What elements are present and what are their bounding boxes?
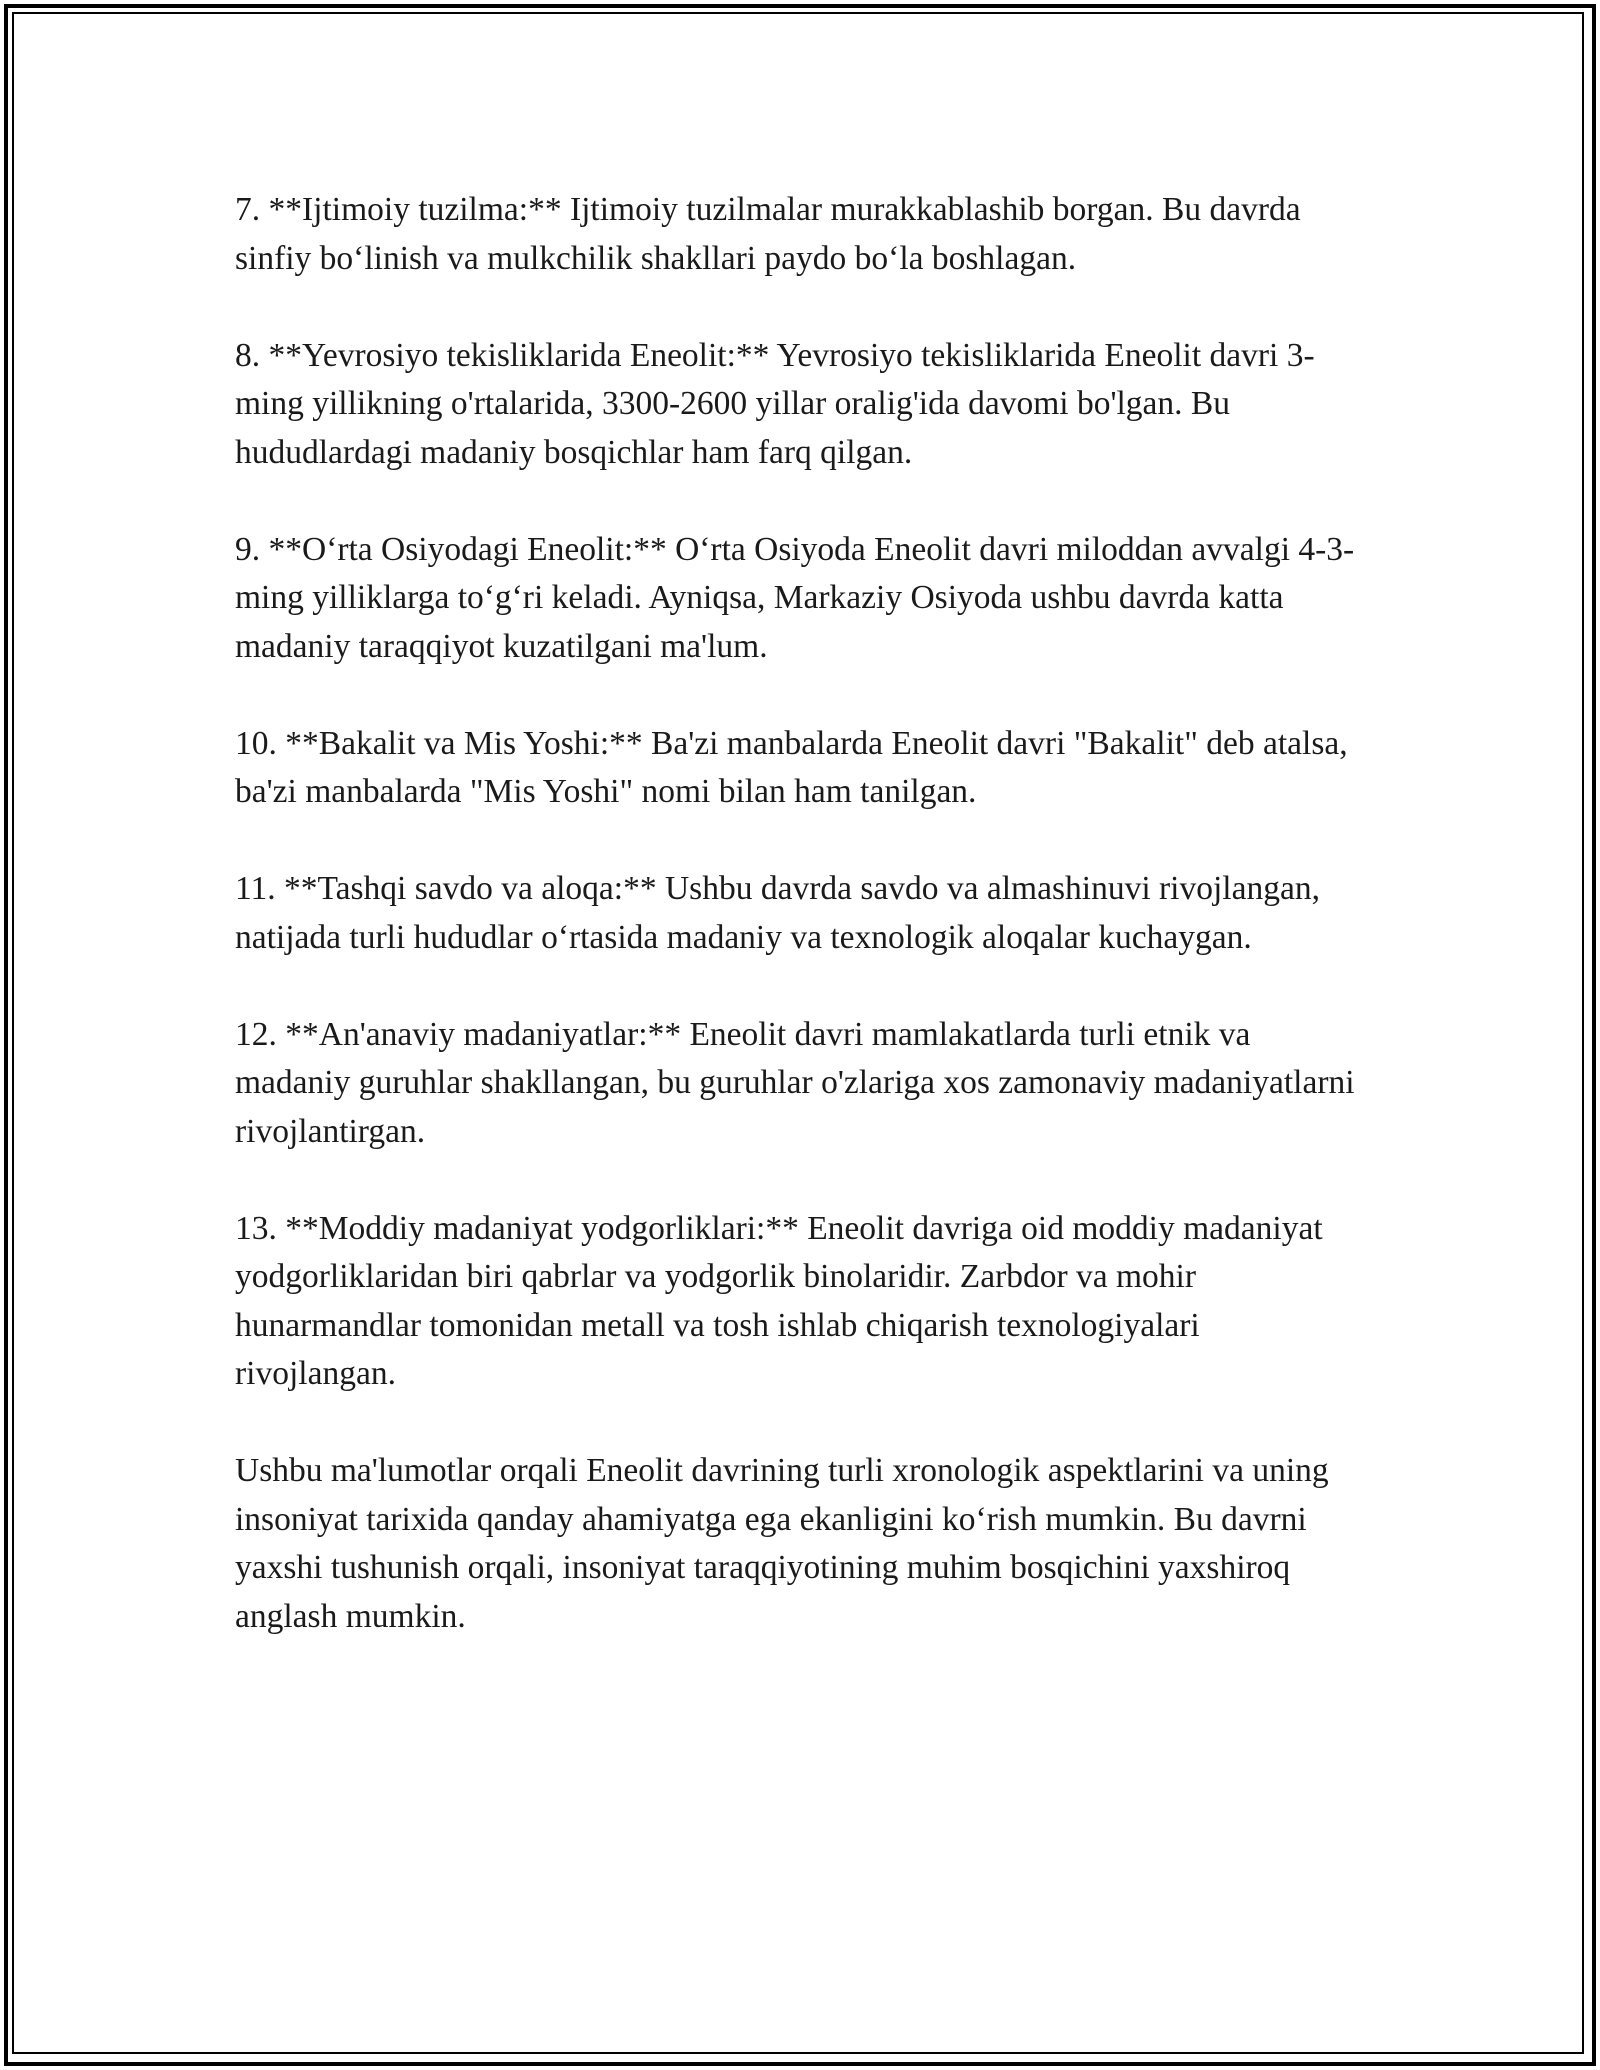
paragraph-item-8: 8. **Yevrosiyo tekisliklarida Eneolit:** Yevrosiyo tekisliklarida Eneolit davri 3-ming yillikning o'rtalarida, 3300-2600 yillar oralig'ida davomi bo'lgan. Bu hududlardagi madaniy bosqichlar ham farq qilgan.	[235, 336, 1315, 471]
conclusion-paragraph: Ushbu ma'lumotlar orqali Eneolit davrining turli xronologik aspektlarini va uning insoniyat tarixida qanday ahamiyatga ega ekanligini ko‘rish mumkin. Bu davrni yaxshi tushunish orqali, insoniyat taraqqiyotining muhim bosqichini yaxshiroq anglash mumkin.	[235, 1452, 1329, 1635]
paragraph-item-11: 11. **Tashqi savdo va aloqa:** Ushbu davrda savdo va almashinuvi rivojlangan, natijada turli hududlar o‘rtasida madaniy va texnologik aloqalar kuchaygan.	[235, 870, 1320, 956]
paragraph-item-13: 13. **Moddiy madaniyat yodgorliklari:** Eneolit davriga oid moddiy madaniyat yodgorliklaridan biri qabrlar va yodgorlik binolaridir. Zarbdor va mohir hunarmandlar tomonidan metall va tosh ishlab chiqarish texnologiyalari rivojlangan.	[235, 1209, 1323, 1392]
paragraph-item-12: 12. **An'anaviy madaniyatlar:** Eneolit davri mamlakatlarda turli etnik va madaniy guruhlar shakllangan, bu guruhlar o'zlariga xos zamonaviy madaniyatlarni rivojlantirgan.	[235, 1015, 1355, 1150]
paragraph-item-7: 7. **Ijtimoiy tuzilma:** Ijtimoiy tuzilmalar murakkablashib borgan. Bu davrda sinfiy bo‘linish va mulkchilik shakllari paydo bo‘la boshlagan.	[235, 191, 1301, 277]
paragraph-item-10: 10. **Bakalit va Mis Yoshi:** Ba'zi manbalarda Eneolit davri "Bakalit" deb atalsa, ba'zi manbalarda "Mis Yoshi" nomi bilan ham tanilgan.	[235, 724, 1348, 810]
document-body	[235, 186, 1365, 1690]
paragraph-item-9: 9. **O‘rta Osiyodagi Eneolit:** O‘rta Osiyoda Eneolit davri miloddan avvalgi 4-3-ming yilliklarga to‘g‘ri keladi. Ayniqsa, Markaziy Osiyoda ushbu davrda katta madaniy taraqqiyot kuzatilgani ma'lum.	[235, 530, 1355, 665]
